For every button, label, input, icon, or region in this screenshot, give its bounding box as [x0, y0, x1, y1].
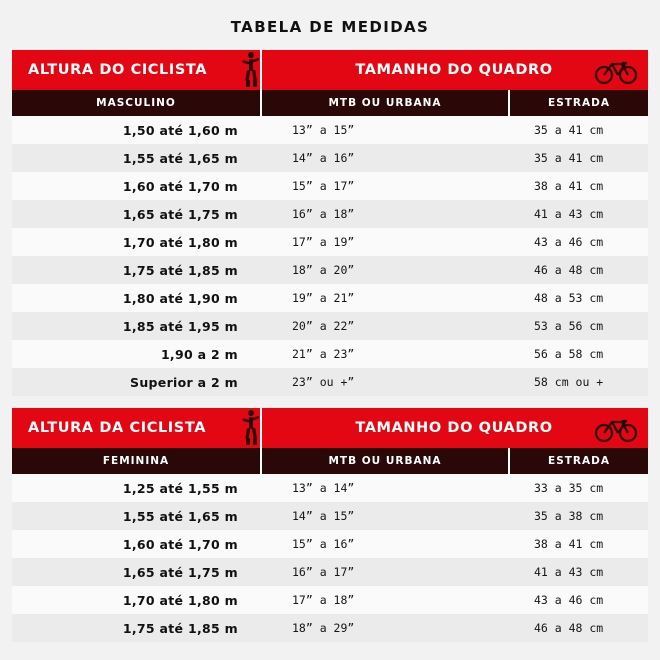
cell-mtb-cm: 58 cm ou + — [534, 375, 604, 389]
table-row — [12, 340, 648, 368]
cell-mtb-size: 16” a 17” — [292, 565, 355, 579]
cell-mtb-size: 15” a 17” — [292, 179, 355, 193]
cell-height: 1,65 até 1,75 m — [122, 206, 238, 222]
cell-mtb-size: 20” a 22” — [292, 319, 355, 333]
cell-mtb-cm: 35 a 41 cm — [534, 123, 604, 137]
cell-mtb-size: 15” a 16” — [292, 537, 355, 551]
table-subheader — [12, 448, 648, 474]
table-row — [12, 256, 648, 284]
cell-mtb-size: 23” ou +” — [292, 375, 355, 389]
cell-mtb-size: 19” a 21” — [292, 291, 355, 305]
cell-mtb-size: 14” a 15” — [292, 509, 355, 523]
cell-mtb-size: 18” a 29” — [292, 621, 355, 635]
cell-mtb-size: 13” a 15” — [292, 123, 355, 137]
cell-height: 1,75 até 1,85 m — [122, 620, 238, 636]
cell-mtb-size: 18” a 20” — [292, 263, 355, 277]
table-subheader — [12, 90, 648, 116]
table-row — [12, 200, 648, 228]
cell-mtb-cm: 38 a 41 cm — [534, 179, 604, 193]
cell-mtb-cm: 41 a 43 cm — [534, 207, 604, 221]
cell-height: 1,25 até 1,55 m — [122, 480, 238, 496]
subheader-col-3: ESTRADA — [508, 448, 648, 474]
band-right-label: TAMANHO DO QUADRO — [355, 62, 553, 78]
table-row — [12, 144, 648, 172]
subheader-col-2: MTB OU URBANA — [260, 90, 508, 116]
page-title: TABELA DE MEDIDAS — [230, 18, 430, 36]
cell-mtb-size: 13” a 14” — [292, 481, 355, 495]
cell-mtb-cm: 53 a 56 cm — [534, 319, 604, 333]
table-row — [12, 586, 648, 614]
cell-height: 1,65 até 1,75 m — [122, 564, 238, 580]
band-right-label: TAMANHO DO QUADRO — [355, 420, 553, 436]
cell-mtb-cm: 35 a 38 cm — [534, 509, 604, 523]
table-female — [12, 408, 648, 642]
table-row — [12, 284, 648, 312]
cell-mtb-cm: 48 a 53 cm — [534, 291, 604, 305]
cell-height: 1,55 até 1,65 m — [122, 150, 238, 166]
cell-mtb-cm: 43 a 46 cm — [534, 235, 604, 249]
table-row — [12, 368, 648, 396]
subheader-col-3: ESTRADA — [508, 90, 648, 116]
table-row — [12, 614, 648, 642]
cell-height: 1,50 até 1,60 m — [122, 122, 238, 138]
cell-height: 1,60 até 1,70 m — [122, 178, 238, 194]
cell-mtb-cm: 56 a 58 cm — [534, 347, 604, 361]
cell-height: 1,80 até 1,90 m — [122, 290, 238, 306]
cell-mtb-cm: 43 a 46 cm — [534, 593, 604, 607]
table-row — [12, 312, 648, 340]
cyclist-icon — [238, 51, 264, 89]
table-row — [12, 116, 648, 144]
cell-mtb-size: 17” a 18” — [292, 593, 355, 607]
band-left-label: ALTURA DO CICLISTA — [28, 62, 208, 78]
subheader-col-1: MASCULINO — [96, 97, 176, 109]
cell-height: 1,55 até 1,65 m — [122, 508, 238, 524]
cell-mtb-cm: 41 a 43 cm — [534, 565, 604, 579]
table-header-band — [12, 50, 648, 90]
cell-mtb-size: 16” a 18” — [292, 207, 355, 221]
table-row — [12, 502, 648, 530]
cell-mtb-cm: 46 a 48 cm — [534, 621, 604, 635]
cell-mtb-size: 21” a 23” — [292, 347, 355, 361]
table-row — [12, 228, 648, 256]
cell-mtb-size: 17” a 19” — [292, 235, 355, 249]
cell-height: 1,70 até 1,80 m — [122, 592, 238, 608]
cyclist-icon — [238, 409, 264, 447]
cell-height: 1,75 até 1,85 m — [122, 262, 238, 278]
cell-height: 1,60 até 1,70 m — [122, 536, 238, 552]
cell-height: 1,70 até 1,80 m — [122, 234, 238, 250]
subheader-col-2: MTB OU URBANA — [260, 448, 508, 474]
table-row — [12, 474, 648, 502]
subheader-col-1: FEMININA — [102, 455, 170, 467]
cell-height: Superior a 2 m — [130, 374, 238, 390]
cell-mtb-cm: 33 a 35 cm — [534, 481, 604, 495]
bicycle-icon — [594, 412, 638, 444]
table-header-band — [12, 408, 648, 448]
bicycle-icon — [594, 54, 638, 86]
cell-height: 1,90 a 2 m — [160, 346, 238, 362]
cell-mtb-cm: 35 a 41 cm — [534, 151, 604, 165]
cell-mtb-cm: 38 a 41 cm — [534, 537, 604, 551]
table-male — [12, 50, 648, 396]
cell-mtb-cm: 46 a 48 cm — [534, 263, 604, 277]
table-row — [12, 530, 648, 558]
cell-height: 1,85 até 1,95 m — [122, 318, 238, 334]
band-left-label: ALTURA DA CICLISTA — [28, 420, 207, 436]
cell-mtb-size: 14” a 16” — [292, 151, 355, 165]
table-row — [12, 172, 648, 200]
table-row — [12, 558, 648, 586]
